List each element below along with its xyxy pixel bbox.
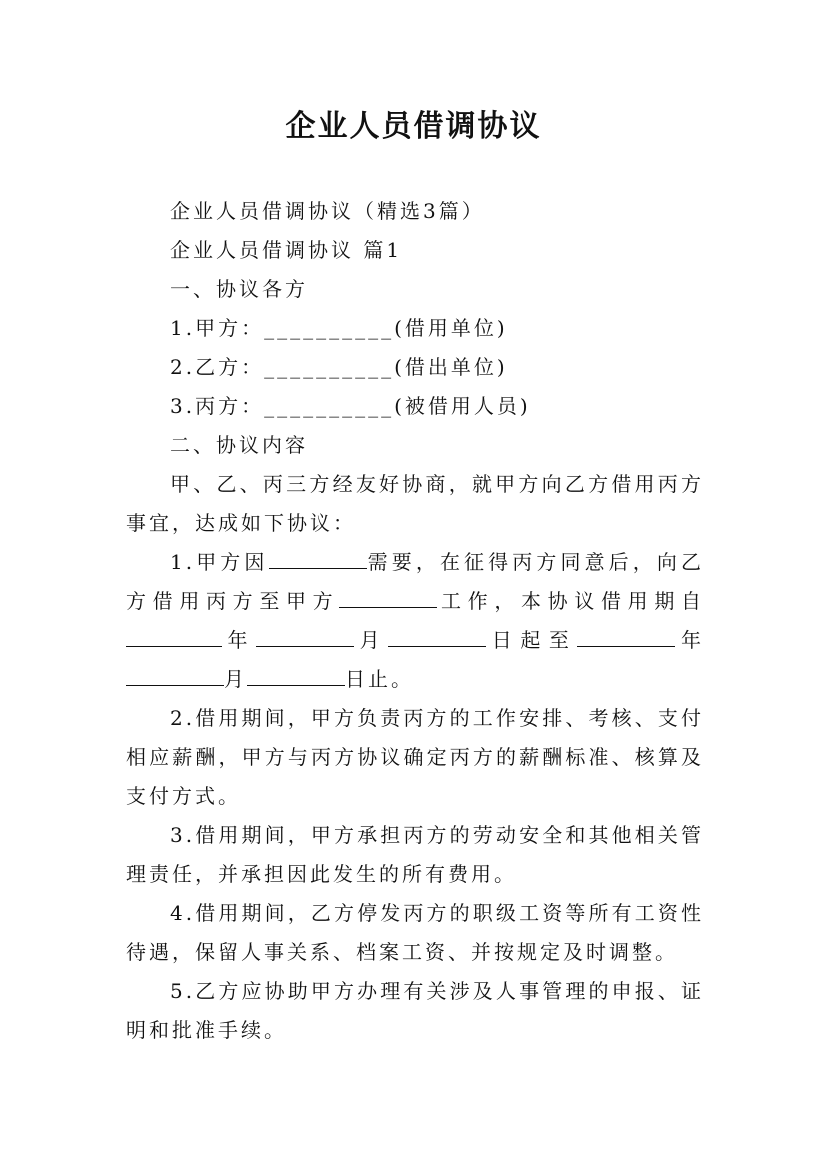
party-a-line — [126, 309, 704, 348]
clause-1-text: 日止。 — [345, 667, 414, 691]
party-c-line — [126, 387, 704, 426]
fill-blank — [269, 547, 367, 569]
clause-1-text: 需要，在征得丙方同意后，向乙方借用丙方至甲方 — [126, 550, 704, 613]
party-b-line — [126, 348, 704, 387]
party-c-blank: __________ — [264, 394, 395, 418]
party-b-blank: __________ — [264, 355, 395, 379]
party-c-note: (被借用人员) — [394, 394, 531, 418]
fill-blank — [247, 664, 345, 686]
party-a-note: (借用单位) — [394, 316, 508, 340]
clause-1-text: 工作，本协议借用期自 — [437, 589, 705, 613]
fill-blank — [577, 625, 675, 647]
document-body — [126, 192, 704, 1050]
clause-1-text: 1.甲方因 — [170, 550, 269, 574]
fill-blank — [388, 625, 486, 647]
fill-blank — [126, 625, 222, 647]
party-b-label: 2.乙方： — [170, 355, 265, 379]
party-b-note: (借出单位) — [394, 355, 508, 379]
section1-heading: 一、协议各方 — [170, 277, 308, 301]
fill-blank — [256, 625, 354, 647]
party-c-label: 3.丙方： — [170, 394, 265, 418]
clause-3: 3.借用期间，甲方承担丙方的劳动安全和其他相关管理责任，并承担因此发生的所有费用。 — [126, 823, 704, 886]
clause-2: 2.借用期间，甲方负责丙方的工作安排、考核、支付相应薪酬，甲方与丙方协议确定丙方的薪酬标准、核算及支付方式。 — [126, 706, 704, 808]
subtitle: 企业人员借调协议（精选3篇） — [170, 199, 485, 223]
clause-1-text: 月 — [354, 628, 389, 652]
document-title: 企业人员借调协议 — [285, 109, 542, 144]
clause-1 — [126, 543, 704, 699]
fill-blank — [339, 586, 437, 608]
clause-1-text: 月 — [224, 667, 247, 691]
clause-5: 5.乙方应协助甲方办理有关涉及人事管理的申报、证明和批准手续。 — [126, 979, 704, 1042]
party-a-blank: __________ — [264, 316, 395, 340]
party-a-label: 1.甲方： — [170, 316, 265, 340]
clause-1-text: 日起至 — [486, 628, 578, 652]
part-heading: 企业人员借调协议 篇1 — [170, 238, 403, 262]
clause-4: 4.借用期间，乙方停发丙方的职级工资等所有工资性待遇，保留人事关系、档案工资、并按规定及时调整。 — [126, 901, 704, 964]
intro-paragraph: 甲、乙、丙三方经友好协商，就甲方向乙方借用丙方事宜，达成如下协议： — [126, 472, 704, 535]
clause-1-text: 年 — [675, 628, 705, 652]
clause-1-text: 年 — [222, 628, 257, 652]
section2-heading: 二、协议内容 — [170, 433, 308, 457]
fill-blank — [126, 664, 224, 686]
